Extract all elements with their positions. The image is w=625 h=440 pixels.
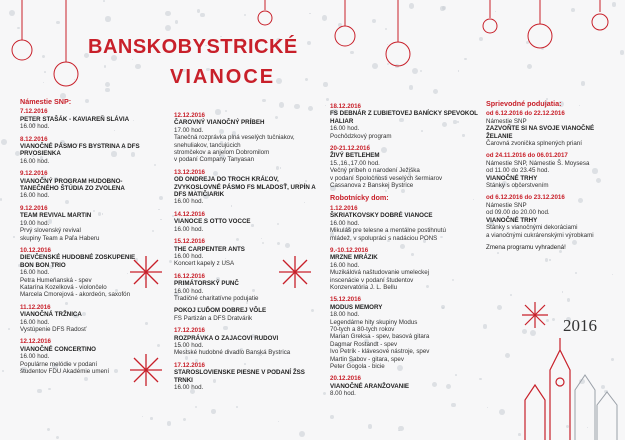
- event-date: 13.12.2016: [174, 168, 205, 176]
- event-detail: 16.00 hod.: [20, 157, 50, 165]
- event-date: 15.12.2016: [330, 296, 361, 304]
- event-detail: 70-tych a 80-tych rokov: [330, 325, 395, 333]
- event-item: [20, 304, 150, 334]
- event-detail: Prvý slovenský revival: [20, 227, 81, 235]
- event-date: 10.12.2016: [20, 246, 51, 254]
- event-date: 16.12.2016: [174, 272, 205, 280]
- event-detail: Večný príbeh o narodení Ježiška: [330, 167, 420, 175]
- event-title: ŽIVÝ BETLEHEM: [330, 152, 380, 160]
- event-detail: 16.00 hod.: [174, 287, 204, 295]
- event-detail: 16.00 hod.: [20, 353, 50, 361]
- event-date: 17.12.2016: [174, 361, 205, 369]
- event-detail: Stánky s občerstvením: [486, 182, 549, 190]
- event-item: [174, 307, 324, 322]
- event-date: 14.12.2016: [174, 210, 205, 218]
- program-column-4: [486, 100, 621, 251]
- event-item: [20, 136, 150, 166]
- event-title: ROZPRÁVKA O ZAJACOVI RUDOVI: [174, 334, 279, 342]
- event-item: [174, 211, 324, 233]
- program-column-1: [20, 98, 150, 380]
- event-title: PETER STAŠÁK - KAVIAREŇ SLÁVIA: [20, 115, 130, 123]
- poster-subtitle: VIANOCE: [170, 66, 276, 88]
- town-skyline-illustration: [515, 330, 625, 440]
- event-detail: Muzikálová naštudovanie umeleckej: [330, 269, 430, 277]
- event-item: [486, 152, 621, 189]
- event-detail: v podaní Spoločnosti veselých šermiarov: [330, 174, 443, 182]
- event-detail: Marcela Cmorejová - akordeón, saxofón: [20, 291, 131, 299]
- event-title: MODUS MEMORY: [330, 303, 383, 311]
- event-item: [330, 375, 480, 397]
- event-detail: Koncert kapely z USA: [174, 260, 235, 268]
- section-heading: Robotnícky dom:: [330, 193, 389, 203]
- event-date: 15.12.2016: [174, 238, 205, 246]
- event-title: VIANOČNÉ TRHY: [486, 174, 538, 182]
- event-item: [20, 205, 150, 242]
- event-date: 12.12.2016: [174, 112, 205, 119]
- event-date: 12.12.2016: [20, 338, 51, 346]
- event-detail: snehuliakov, tancujúcich: [174, 141, 241, 149]
- event-detail: 8.00 hod.: [330, 390, 356, 398]
- event-date: 17.12.2016: [174, 327, 205, 335]
- event-detail: Námestie SNP: [486, 201, 527, 209]
- event-title: DIEVČENSKÉ HUDOBNÉ ZOSKUPENIE BON BON TRIO: [20, 254, 136, 269]
- event-item: [330, 145, 480, 189]
- event-title: VIANOČNÉ PÁSMO FS BYSTRINA A DFS PRVOSIENKA: [20, 143, 140, 158]
- event-detail: Legendárne hity skupiny Modus: [330, 318, 418, 326]
- event-detail: Vystúpenie DFS Radosť: [20, 325, 87, 333]
- event-detail: skupiny Team a Paľa Haberu: [20, 234, 100, 242]
- event-detail: Námestie SNP: [486, 117, 527, 125]
- event-title: ZAZVOŇTE SI NA SVOJE VIANOČNÉ ŽELANIE: [486, 125, 595, 140]
- event-date: 20-21.12.2016: [330, 145, 370, 153]
- event-detail: stromčekov a anjelom Dobromilom: [174, 149, 270, 157]
- event-detail: Tradičné charitatívne podujatie: [174, 294, 259, 302]
- program-note: Zmena programu vyhradená!: [486, 243, 566, 251]
- event-detail: v podaní Company Tanyasan: [174, 156, 255, 164]
- event-item: [486, 110, 621, 147]
- event-item: [330, 103, 480, 140]
- event-title: TEAM REVIVAL MARTIN: [20, 212, 92, 220]
- event-detail: 16.00 hod.: [174, 384, 204, 391]
- event-detail: Námestie SNP, Námestie Š. Moysesa: [486, 159, 590, 167]
- event-date: 9.12.2016: [20, 204, 48, 212]
- event-detail: FS Partizán a DFS Dratvárik: [174, 314, 253, 322]
- event-detail: 17.00 hod.: [174, 126, 204, 134]
- event-title: STAROSLOVIENSKE PIESNE V PODANÍ ŽSS TRNKI: [174, 369, 305, 384]
- event-title: VIANOČNÉ CONCERTINO: [20, 345, 96, 353]
- event-detail: Dagmar Rostandt - spev: [330, 340, 398, 348]
- event-detail: 16.00 hod.: [330, 125, 360, 133]
- event-item: [486, 194, 621, 238]
- program-column-3: [330, 103, 480, 403]
- event-detail: študentov FDU Akadémie umení: [20, 368, 110, 375]
- event-item: [20, 170, 150, 200]
- event-item: [20, 247, 150, 299]
- event-detail: Čarovná zvonička splnených prianí: [486, 140, 582, 148]
- event-detail: 16.00 hod.: [20, 269, 50, 277]
- program-column-2: [174, 112, 324, 396]
- event-date: 20.12.2016: [330, 375, 361, 383]
- event-detail: Pochôdzkový program: [330, 132, 392, 140]
- event-detail: 15.00 hod.: [174, 341, 204, 349]
- event-date: 9.12.2016: [20, 170, 48, 178]
- event-title: VIANOČNÝ PROGRAM HUDOBNO-TANEČNÉHO ŠTÚDIA ZO ZVOLENA: [20, 177, 125, 193]
- event-detail: Petra Humeňanská - spev: [20, 276, 92, 284]
- event-detail: 16.00 hod.: [20, 192, 50, 200]
- event-title: ŠKRIATKOVSKY DOBRÉ VIANOCE: [330, 212, 433, 220]
- event-title: THE CARPENTER ANTS: [174, 245, 245, 253]
- event-detail: a vianočnými cukrárenskými výrobkami: [486, 231, 594, 239]
- event-title: MRZNE MRÁZIK: [330, 254, 378, 262]
- event-detail: Martin Sabov - gitara, spev: [330, 355, 404, 363]
- event-item: [330, 205, 480, 242]
- event-title: VIANOČNÉ ARANŽOVANIE: [330, 382, 410, 390]
- event-title: POKOJ ĽUĎOM DOBREJ VÔLE: [174, 307, 267, 315]
- event-date: od 6.12.2016 do 23.12.2016: [486, 194, 565, 202]
- event-detail: Tanečná rozprávka plná veselých tučniakov,: [174, 134, 295, 142]
- event-item: [174, 327, 324, 357]
- poster-title: BANSKOBYSTRICKÉ: [88, 36, 298, 58]
- event-title: VIANOČNÁ TRŽNICA: [20, 311, 82, 319]
- event-title: VIANOCE S OTTO VOCCE: [174, 218, 251, 226]
- event-item: [20, 108, 150, 130]
- event-detail: 16.00 hod.: [174, 252, 204, 260]
- event-detail: 16.00 hod.: [330, 219, 360, 227]
- event-detail: od 11.00 do 23.45 hod.: [486, 167, 550, 175]
- event-detail: 15.,16.,17.00 hod.: [330, 159, 380, 167]
- event-item: [174, 169, 324, 206]
- event-date: 11.12.2016: [20, 303, 51, 311]
- event-detail: mládež, v spolupráci s nadáciou PONS: [330, 234, 438, 242]
- event-date: 8.12.2016: [20, 135, 48, 143]
- section-heading: Sprievodné podujatia:: [486, 99, 562, 108]
- event-item: [330, 296, 480, 370]
- event-title: ČAROVNÝ VIANOČNÝ PRÍBEH: [174, 119, 265, 127]
- event-detail: Katarína Kozelková - violončelo: [20, 283, 107, 291]
- event-detail: Cassanova z Banskej Bystrice: [330, 182, 414, 190]
- event-item: [174, 273, 324, 303]
- event-item: [174, 362, 324, 392]
- event-detail: 16.00 hod.: [330, 261, 360, 269]
- event-item: [330, 247, 480, 291]
- snowflake-icon: [520, 300, 550, 330]
- event-date: 7.12.2016: [20, 108, 48, 116]
- event-item: [20, 338, 150, 375]
- event-date: od 24.11.2016 do 06.01.2017: [486, 152, 568, 160]
- event-detail: Stánky s vianočnými dekoráciami: [486, 224, 578, 232]
- event-detail: Populárne melódie v podaní: [20, 360, 98, 368]
- event-detail: od 09.00 do 20.00 hod.: [486, 209, 550, 217]
- event-title: PRIMÁTORSKÝ PUNČ: [174, 280, 239, 288]
- event-date: 1.12.2016: [330, 204, 358, 212]
- event-detail: Mikuláš pre telesne a mentálne postihnutú: [330, 227, 446, 235]
- event-item: [174, 238, 324, 268]
- event-detail: 19.00 hod.: [20, 219, 50, 227]
- event-detail: 18.00 hod.: [330, 311, 360, 319]
- event-detail: Mestské hudobné divadlo Banská Bystrica: [174, 349, 291, 357]
- event-detail: Peter Gogola - bicie: [330, 363, 385, 370]
- event-item: [174, 112, 324, 164]
- event-title: FS DEBNÁR Z ĽUBIETOVEJ BANÍCKY SPEVOKOL HALIAR: [330, 110, 478, 125]
- event-date: od 6.12.2016 do 22.12.2016: [486, 110, 565, 118]
- event-detail: 16.00 hod.: [174, 198, 204, 206]
- event-date: 18.12.2016: [330, 103, 361, 110]
- year-label: 2016: [563, 316, 597, 335]
- event-detail: 16.00 hod.: [174, 225, 204, 233]
- event-detail: 16.00 hod.: [20, 318, 50, 326]
- section-heading: Námestie SNP:: [20, 97, 72, 106]
- event-detail: Marian Greksa - spev, basová gitara: [330, 333, 430, 341]
- event-detail: inscenácie v podaní študentov: [330, 276, 414, 284]
- event-title: VIANOČNÉ TRHY: [486, 216, 538, 224]
- event-detail: Konzervatória J. L. Bellu: [330, 283, 398, 291]
- event-date: 9.-10.12.2016: [330, 246, 369, 254]
- event-detail: 16.00 hod.: [20, 123, 50, 131]
- event-detail: Ivo Petrík - klávesové nástroje, spev: [330, 348, 430, 356]
- event-title: OD ONDREJA DO TROCH KRÁĽOV, ZVYKOSLOVNÉ PÁSMO FS MLADOSŤ, URPÍN A DFS MATIČIARIK: [174, 176, 316, 199]
